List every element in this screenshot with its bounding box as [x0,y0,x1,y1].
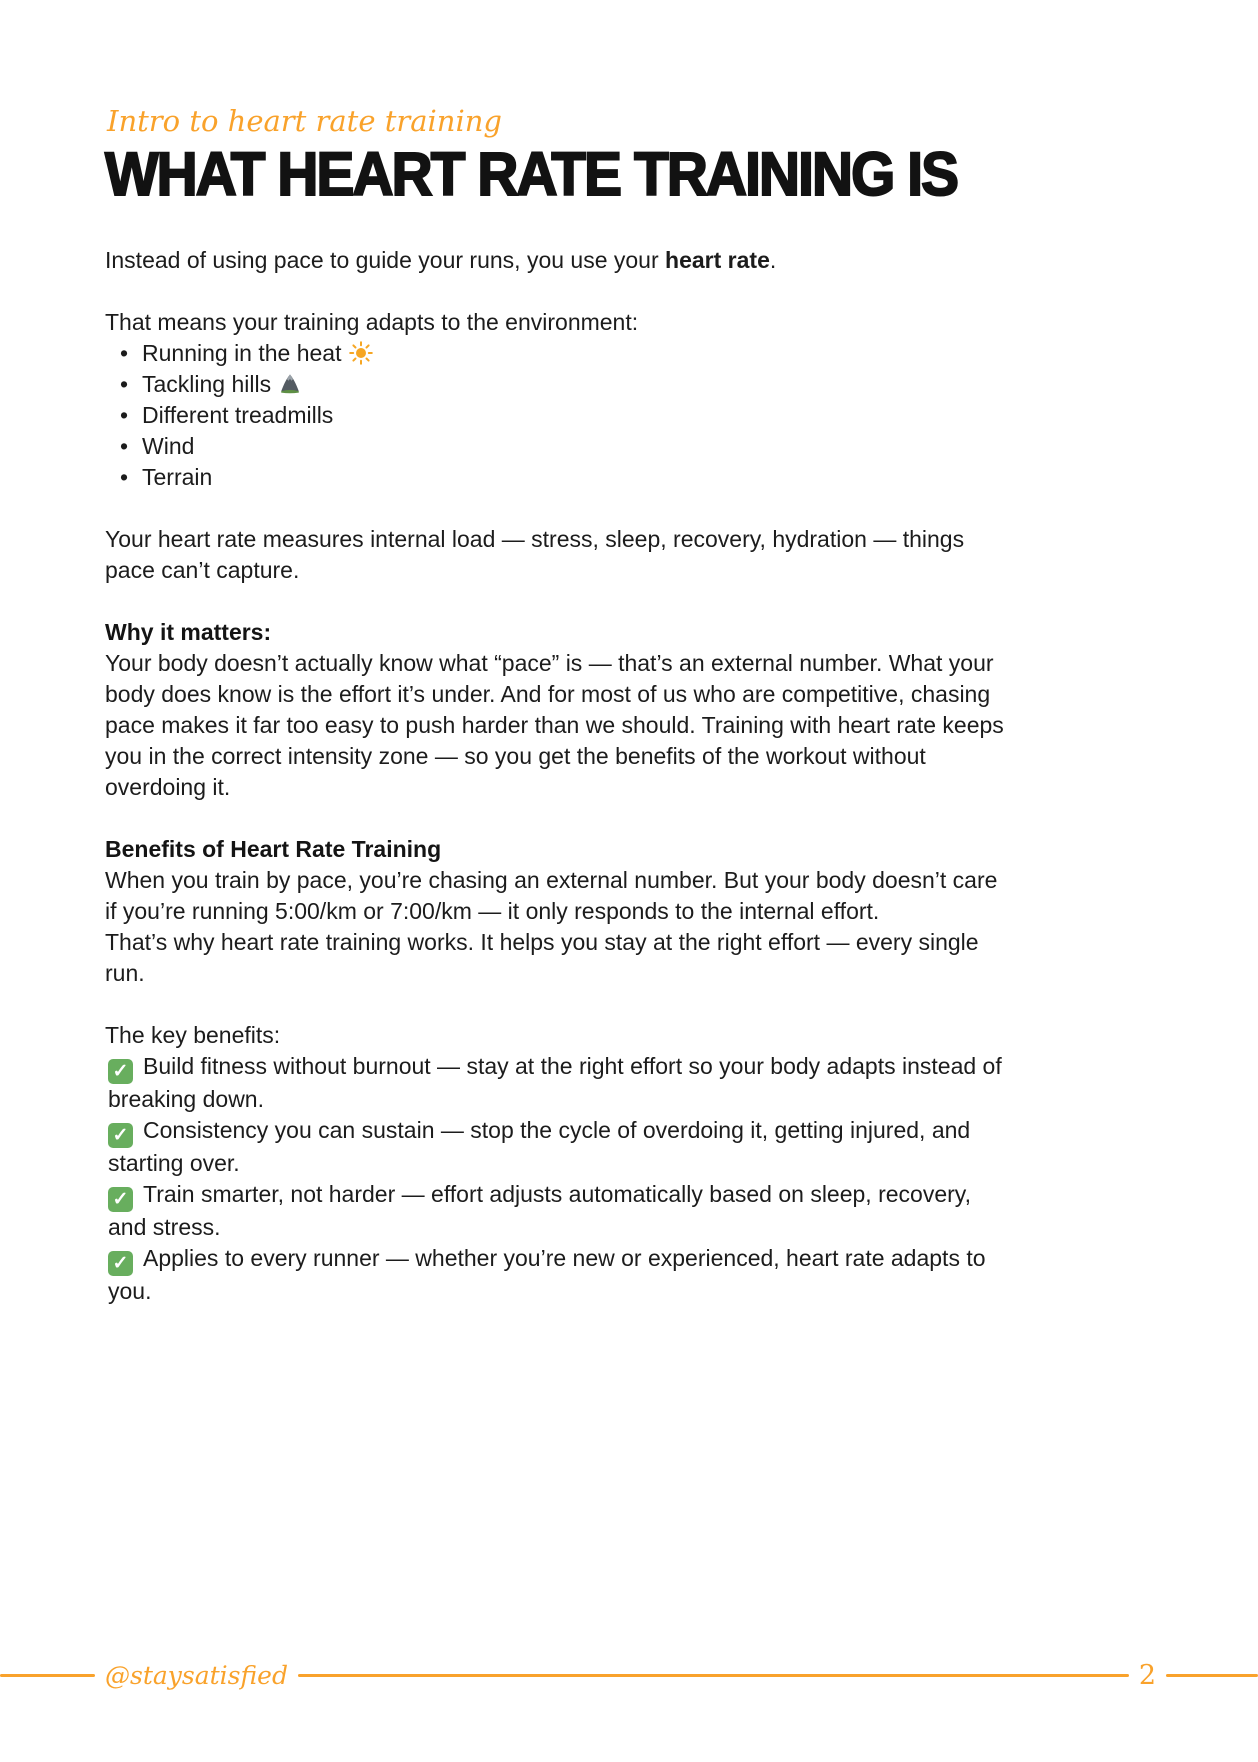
sun-icon [349,341,373,365]
check-icon: ✓ [108,1123,133,1148]
page-content [105,104,1010,1307]
environment-item-text: Wind [142,433,195,459]
benefits-body-2: That’s why heart rate training works. It helps you stay at the right effort — every single run. [105,929,979,986]
environment-list-item [105,400,1010,431]
key-benefit-text: Consistency you can sustain — stop the cycle of overdoing it, getting injured, and starting over. [108,1117,971,1176]
environment-item-text: Tackling hills [142,371,272,397]
key-benefit-item [105,1179,1010,1243]
section-kicker: Intro to heart rate training [107,104,502,138]
environment-list-item [105,462,1010,493]
mountain-icon [278,372,302,396]
key-benefit-text: Build fitness without burnout — stay at the right effort so your body adapts instead of breaking down. [108,1053,1002,1112]
key-benefits-list [105,1051,1010,1307]
check-icon: ✓ [108,1059,133,1084]
environment-list [105,338,1010,493]
key-benefit-text: Applies to every runner — whether you’re new or experienced, heart rate adapts to you. [108,1245,986,1304]
footer-rule-left [0,1674,95,1677]
page-title: WHAT HEART RATE TRAINING IS [105,140,958,208]
key-benefit-item [105,1115,1010,1179]
environment-item-text: Running in the heat [142,340,342,366]
lead-text-after: . [769,247,777,273]
environment-intro: That means your training adapts to the environment: [105,309,639,335]
benefits-body-1: When you train by pace, you’re chasing an external number. But your body doesn’t care if you’re running 5:00/km or 7:00/km — it only responds to the internal effort. [105,867,998,924]
environment-list-item [105,431,1010,462]
key-benefit-text: Train smarter, not harder — effort adjusts automatically based on sleep, recovery, and stress. [108,1181,971,1240]
lead-text-bold: heart rate [665,247,770,273]
lead-paragraph [105,245,1010,276]
environment-item-text: Terrain [142,464,213,490]
check-icon: ✓ [108,1187,133,1212]
key-benefits-intro: The key benefits: [105,1022,281,1048]
key-benefit-item [105,1051,1010,1115]
benefits-heading: Benefits of Heart Rate Training [105,836,442,862]
why-it-matters-heading: Why it matters: [105,619,272,645]
why-it-matters-body: Your body doesn’t actually know what “pace” is — that’s an external number. What your body does know is the effort it’s under. And for most of us who are competitive, chasing pace makes it far too easy to push harder than we should. Training with heart rate keeps you in the correct intensity zone — so you get the benefits of the workout without overdoing it. [105,650,1004,800]
environment-list-item [105,338,1010,369]
environment-item-text: Different treadmills [142,402,334,428]
page-number: 2 [1138,1660,1156,1691]
page-footer [0,1660,1258,1691]
lead-text-before: Instead of using pace to guide your runs, you use your [105,247,666,273]
footer-rule-middle [298,1674,1129,1677]
environment-list-item [105,369,1010,400]
key-benefit-item [105,1243,1010,1307]
internal-load-paragraph: Your heart rate measures internal load — stress, sleep, recovery, hydration — things pace can’t capture. [105,526,965,583]
check-icon: ✓ [108,1251,133,1276]
social-handle: @staysatisfied [105,1661,288,1690]
footer-rule-right [1166,1674,1258,1677]
